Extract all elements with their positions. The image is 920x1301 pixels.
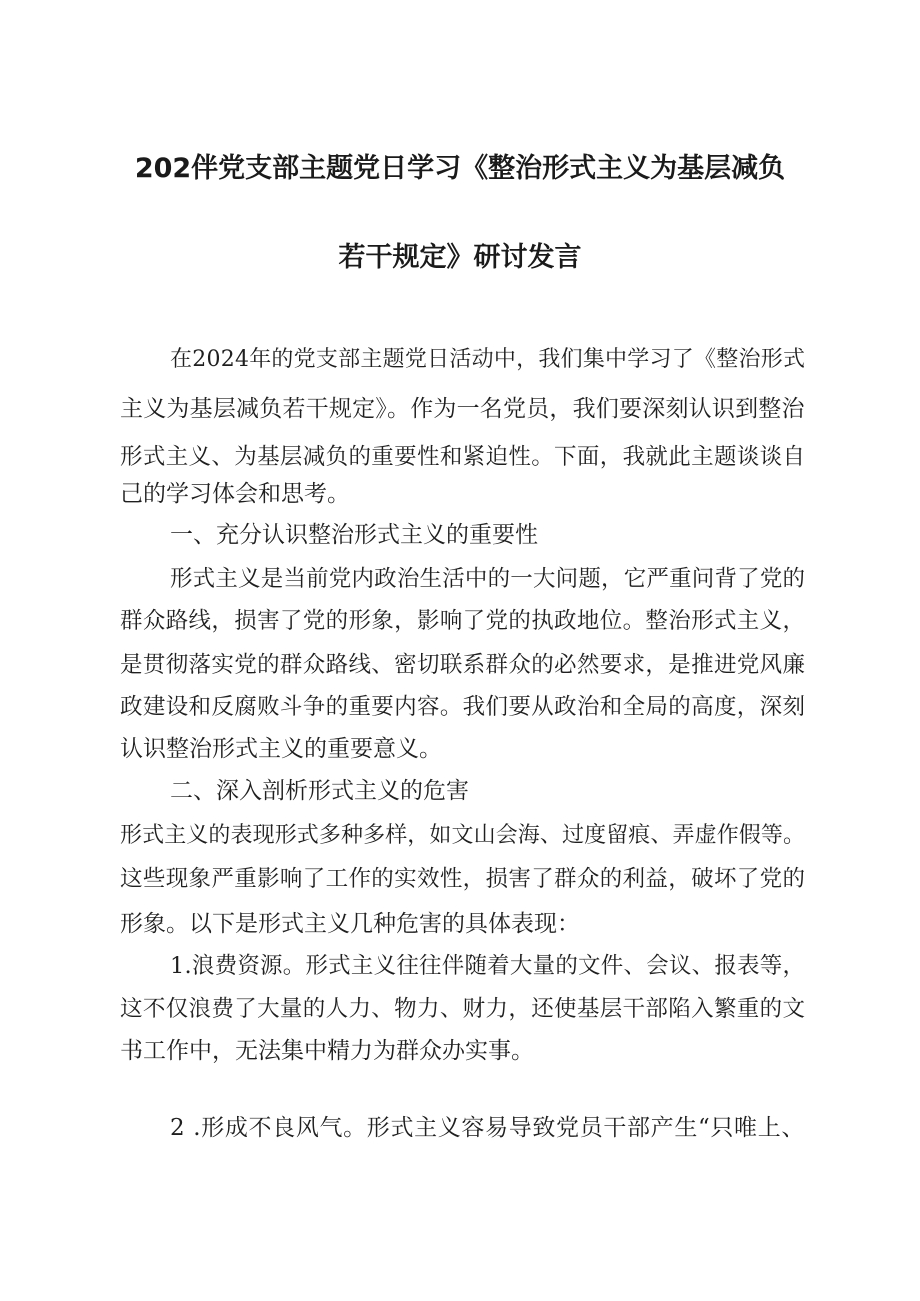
section-heading-1: 一、充分认识整治形式主义的重要性 xyxy=(170,522,538,548)
list-item-2: 2 .形成不良风气。形式主义容易导致党员干部产生“只唯上、 xyxy=(170,1115,806,1141)
paragraph-line: 形式主义、为基层减负的重要性和紧迫性。下面，我就此主题谈谈自 xyxy=(120,444,806,470)
paragraph-line: 认识整治形式主义的重要意义。 xyxy=(120,736,442,762)
paragraph-line: 政建设和反腐败斗争的重要内容。我们要从政治和全局的高度，深刻 xyxy=(120,694,806,720)
document-title-line-1: 202伴党支部主题党日学习《整治形式主义为基层减负 xyxy=(134,153,786,184)
paragraph-line: 形式主义是当前党内政治生活中的一大问题，它严重问背了党的 xyxy=(170,566,806,592)
paragraph-line: 这不仅浪费了大量的人力、物力、财力，还使基层干部陷入繁重的文 xyxy=(120,996,806,1022)
paragraph-line: 书工作中，无法集中精力为群众办实事。 xyxy=(120,1038,534,1064)
paragraph-line: 这些现象严重影响了工作的实效性，损害了群众的利益，破坏了党的 xyxy=(120,866,806,892)
document-title-line-2: 若干规定》研讨发言 xyxy=(338,242,582,273)
list-item-1: 1.浪费资源。形式主义往往伴随着大量的文件、会议、报表等， xyxy=(170,953,806,979)
paragraph-line: 己的学习体会和思考。 xyxy=(120,481,350,507)
paragraph-line: 形象。以下是形式主义几种危害的具体表现： xyxy=(120,911,580,937)
paragraph-line: 是贯彻落实党的群众路线、密切联系群众的必然要求，是推进党风廉 xyxy=(120,652,806,678)
paragraph-line: 在2024年的党支部主题党日活动中，我们集中学习了《整治形式 xyxy=(170,347,806,372)
paragraph-line: 群众路线，损害了党的形象，影响了党的执政地位。整治形式主义， xyxy=(120,608,806,634)
paragraph-line: 主义为基层减负若干规定》。作为一名党员，我们要深刻认识到整治 xyxy=(120,396,805,422)
paragraph-line: 形式主义的表现形式多种多样，如文山会海、过度留痕、弄虚作假等。 xyxy=(120,823,806,848)
section-heading-2: 二、深入剖析形式主义的危害 xyxy=(170,778,469,804)
